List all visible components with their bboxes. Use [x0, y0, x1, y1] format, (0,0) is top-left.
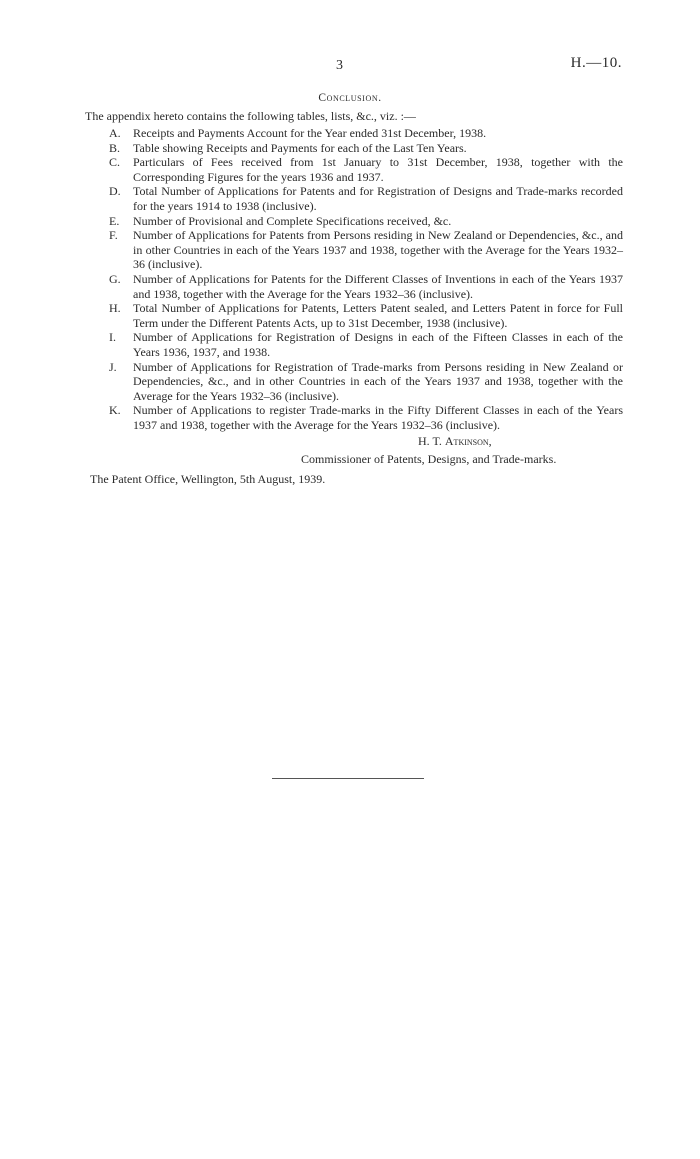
- item-text: Number of Applications to register Trade-marks in the Fifty Different Classes in each of the Years 1937 and 1938, together with the Average for the Years 1932–36 (inclusive).: [133, 403, 623, 432]
- appendix-list: [109, 126, 623, 432]
- list-item-e: [109, 214, 623, 229]
- list-item-i: [109, 330, 623, 359]
- item-text: Total Number of Applications for Patents and for Registration of Designs and Trade-marks recorded for the years 1914 to 1938 (inclusive).: [133, 184, 623, 213]
- item-letter: K.: [109, 403, 121, 418]
- item-letter: D.: [109, 184, 121, 199]
- item-text: Number of Provisional and Complete Specifications received, &c.: [133, 213, 452, 228]
- list-item-g: [109, 272, 623, 301]
- item-text: Total Number of Applications for Patents, Letters Patent sealed, and Letters Patent in force for Full Term under the Different Patents Acts, up to 31st December, 1938 (inclusive).: [133, 301, 623, 330]
- section-heading: Conclusion.: [318, 92, 382, 104]
- closing-rule: [272, 778, 424, 779]
- item-letter: F.: [109, 228, 118, 243]
- item-text: Number of Applications for Patents from Persons residing in New Zealand or Dependencies, &c., and in other Countries in each of the Years 1937 and 1938, together with the Average for the Years 1932–36 (inclusive).: [133, 228, 623, 272]
- signatory-surname: Atkinson,: [444, 434, 492, 448]
- item-text: Number of Applications for Patents for the Different Classes of Inventions in each of the Years 1937 and 1938, together with the Average for the Years 1932–36 (inclusive).: [133, 271, 623, 301]
- page-number: 3: [336, 58, 343, 73]
- list-item-k: [109, 403, 623, 432]
- item-letter: B.: [109, 140, 121, 155]
- list-item-a: [109, 126, 623, 141]
- item-letter: G.: [109, 271, 121, 286]
- signatory-initials: H. T.: [418, 434, 442, 448]
- item-letter: C.: [109, 155, 121, 170]
- signatory-title: Commissioner of Patents, Designs, and Trade-marks.: [301, 452, 557, 466]
- intro-paragraph: The appendix hereto contains the following tables, lists, &c., viz. :—: [85, 109, 416, 123]
- item-letter: I.: [109, 330, 116, 345]
- list-item-h: [109, 301, 623, 330]
- item-text: Number of Applications for Registration of Designs in each of the Fifteen Classes in each of the Years 1936, 1937, and 1938.: [133, 330, 623, 359]
- list-item-c: [109, 155, 623, 184]
- item-letter: A.: [109, 126, 121, 140]
- signatory-name: [418, 434, 492, 449]
- document-reference: H.—10.: [570, 55, 622, 71]
- item-text: Number of Applications for Registration of Trade-marks from Persons residing in New Zealand or Dependencies, &c., and in other Countries in each of the Years 1937 and 1938, together with the Average for the Years 1932–36 (inclusive).: [133, 359, 623, 403]
- place-and-date: The Patent Office, Wellington, 5th August, 1939.: [90, 472, 326, 486]
- item-letter: J.: [109, 359, 117, 374]
- list-item-b: [109, 141, 623, 156]
- item-letter: H.: [109, 301, 121, 316]
- item-letter: E.: [109, 213, 120, 228]
- list-item-d: [109, 184, 623, 213]
- item-text: Table showing Receipts and Payments for each of the Last Ten Years.: [133, 140, 467, 155]
- item-text: Receipts and Payments Account for the Year ended 31st December, 1938.: [133, 126, 487, 140]
- list-item-f: [109, 228, 623, 272]
- item-text: Particulars of Fees received from 1st January to 31st December, 1938, together with the Corresponding Figures for the years 1936 and 1937.: [133, 155, 623, 184]
- list-item-j: [109, 360, 623, 404]
